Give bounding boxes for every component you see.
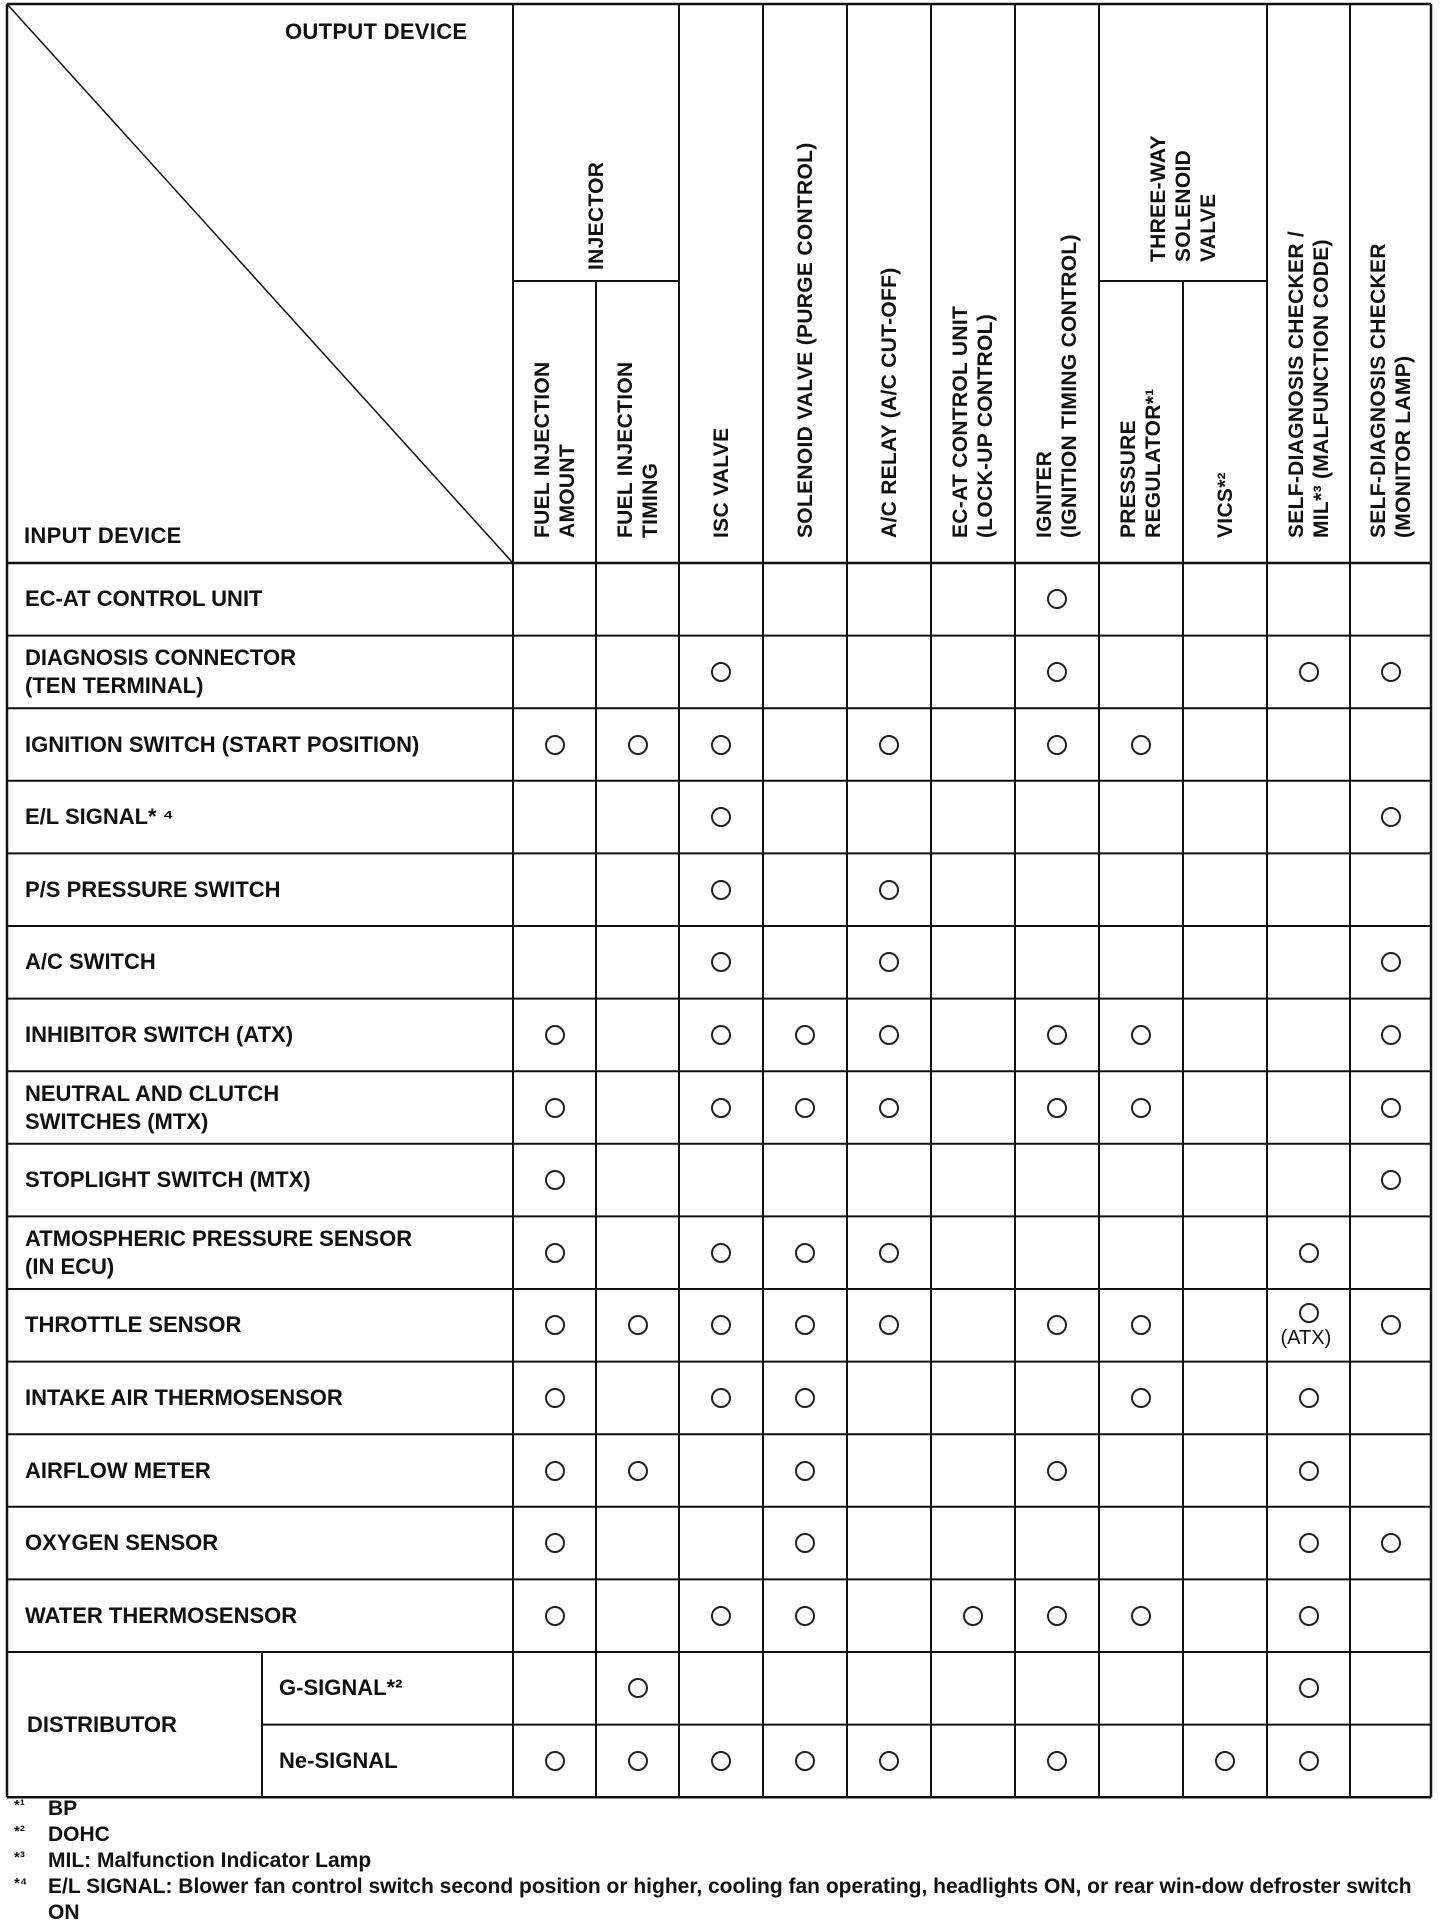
group-three-way-solenoid-valve-line: SOLENOID: [1171, 149, 1195, 262]
column-header-solenoid-valve-purge-line: SOLENOID VALVE (PURGE CONTROL): [793, 142, 817, 538]
distributor-label: DISTRIBUTOR: [27, 1711, 177, 1737]
column-header-self-diagnosis-mil-line: MIL*³ (MALFUNCTION CODE): [1309, 239, 1333, 538]
mark-circle: [711, 807, 731, 827]
row-label: [25, 1311, 241, 1339]
column-header-fuel-injection-timing: [613, 362, 663, 539]
row-label-line: P/S PRESSURE SWITCH: [25, 876, 281, 902]
row-label: [25, 644, 296, 700]
mark-circle: [628, 1461, 648, 1481]
row-label: [25, 948, 156, 976]
column-header-ac-relay-line: A/C RELAY (A/C CUT-OFF): [877, 267, 901, 538]
footnote: [14, 1848, 1434, 1874]
mark-circle: [1047, 1751, 1067, 1771]
row-label-line: DIAGNOSIS CONNECTOR: [25, 644, 296, 670]
footnotes: [14, 1796, 1434, 1926]
group-three-way-solenoid-valve: [1146, 135, 1221, 262]
row-label: [25, 803, 174, 831]
row-label: [25, 1529, 218, 1557]
mark-circle: [545, 1025, 565, 1045]
column-header-fuel-injection-amount-line: FUEL INJECTION: [530, 361, 554, 538]
row-label-line: (IN ECU): [25, 1253, 115, 1279]
column-header-vics-line: VICS*²: [1213, 472, 1237, 538]
mark-circle: [711, 1388, 731, 1408]
corner-output-label: OUTPUT DEVICE: [285, 19, 468, 44]
mark-circle: [795, 1461, 815, 1481]
mark-circle: [1299, 1243, 1319, 1263]
mark-circle: [1299, 1533, 1319, 1553]
row-label-line: THROTTLE SENSOR: [25, 1312, 242, 1338]
corner-input-label: INPUT DEVICE: [24, 523, 182, 548]
column-header-self-diagnosis-monitor: [1366, 243, 1416, 538]
mark-circle: [1381, 952, 1401, 972]
mark-circle: [628, 1678, 648, 1698]
mark-circle: [711, 1751, 731, 1771]
row-label: [25, 1384, 343, 1412]
mark-circle: [879, 880, 899, 900]
column-header-pressure-regulator-line: REGULATOR*¹: [1142, 388, 1165, 538]
column-header-isc-valve-line: ISC VALVE: [709, 427, 733, 538]
row-label: [25, 1457, 211, 1485]
mark-circle: [795, 1388, 815, 1408]
column-header-fuel-injection-amount-line: AMOUNT: [555, 444, 579, 538]
mark-circle: [1215, 1751, 1235, 1771]
row-label-line: ATMOSPHERIC PRESSURE SENSOR: [25, 1225, 413, 1251]
mark-circle: [1047, 1098, 1067, 1118]
mark-circle: [1299, 1461, 1319, 1481]
column-header-solenoid-valve-purge: [793, 142, 818, 538]
row-label: [25, 876, 280, 904]
row-label-line: IGNITION SWITCH (START POSITION): [25, 731, 420, 757]
row-label: [25, 585, 263, 613]
mark-circle: [1299, 1303, 1319, 1323]
mark-circle: [711, 735, 731, 755]
footnote: [14, 1822, 1434, 1848]
row-label-line: INHIBITOR SWITCH (ATX): [25, 1021, 294, 1047]
row-label: [25, 1602, 297, 1630]
mark-circle: [628, 1751, 648, 1771]
column-header-self-diagnosis-mil-line: SELF-DIAGNOSIS CHECKER /: [1284, 230, 1308, 538]
mark-circle: [1381, 1098, 1401, 1118]
column-header-fuel-injection-timing-line: FUEL INJECTION: [613, 361, 637, 538]
mark-circle: [963, 1606, 983, 1626]
mark-circle: [1381, 1533, 1401, 1553]
mark-note-atx: (ATX): [1280, 1327, 1332, 1350]
mark-circle: [628, 1315, 648, 1335]
distributor-subrow-label: Ne-SIGNAL: [279, 1747, 398, 1773]
group-injector: [584, 162, 609, 270]
group-three-way-solenoid-valve-line: THREE-WAY: [1146, 135, 1170, 262]
mark-circle: [545, 1533, 565, 1553]
mark-circle: [545, 1315, 565, 1335]
row-label-line: A/C SWITCH: [25, 949, 156, 975]
mark-circle: [711, 662, 731, 682]
column-header-self-diagnosis-monitor-line: (MONITOR LAMP): [1391, 355, 1415, 538]
column-header-ac-relay: [877, 267, 902, 538]
mark-circle: [1047, 735, 1067, 755]
mark-circle: [711, 880, 731, 900]
row-label: [25, 1225, 412, 1281]
mark-circle: [545, 1243, 565, 1263]
mark-circle: [795, 1098, 815, 1118]
mark-circle: [1131, 1606, 1151, 1626]
column-header-igniter: [1032, 234, 1082, 538]
row-label-line: E/L SIGNAL* ⁴: [25, 804, 174, 830]
row-label-line: OXYGEN SENSOR: [25, 1530, 219, 1556]
mark-circle: [795, 1243, 815, 1263]
footnote-text: DOHC: [48, 1823, 110, 1846]
mark-circle: [1299, 662, 1319, 682]
mark-circle: [1299, 1678, 1319, 1698]
footnote-key: *²: [14, 1823, 25, 1840]
group-injector-line: INJECTOR: [584, 161, 608, 270]
column-header-isc-valve: [709, 428, 734, 538]
mark-circle: [1299, 1751, 1319, 1771]
column-header-pressure-regulator-line: PRESSURE: [1117, 420, 1140, 538]
column-header-ec-at-lockup: [948, 306, 998, 538]
mark-circle: [1131, 1098, 1151, 1118]
footnote-text: E/L SIGNAL: Blower fan control switch second position or higher, cooling fan operating, headlights ON, or rear win-dow defroster switch ON: [48, 1875, 1412, 1924]
mark-circle: [795, 1751, 815, 1771]
mark-circle: [711, 1025, 731, 1045]
mark-circle: [879, 735, 899, 755]
mark-circle: [1381, 1025, 1401, 1045]
column-header-igniter-line: (IGNITION TIMING CONTROL): [1058, 234, 1081, 538]
footnote-key: *³: [14, 1849, 25, 1866]
mark-circle: [711, 1098, 731, 1118]
mark-circle: [795, 1533, 815, 1553]
column-header-self-diagnosis-monitor-line: SELF-DIAGNOSIS CHECKER: [1366, 243, 1390, 538]
footnote-key: *¹: [14, 1797, 25, 1814]
mark-circle: [711, 1606, 731, 1626]
mark-circle: [1299, 1388, 1319, 1408]
row-label: [25, 1080, 279, 1136]
mark-circle: [1381, 807, 1401, 827]
row-label-line: NEUTRAL AND CLUTCH: [25, 1080, 280, 1106]
row-label-line: EC-AT CONTROL UNIT: [25, 586, 263, 612]
mark-circle: [545, 1461, 565, 1481]
mark-circle: [1381, 1315, 1401, 1335]
column-header-self-diagnosis-mil: [1284, 231, 1334, 538]
row-label: [25, 731, 419, 759]
mark-circle: [628, 735, 648, 755]
column-header-vics: [1213, 472, 1238, 538]
mark-circle: [1047, 1461, 1067, 1481]
row-label: [25, 1021, 293, 1049]
mark-circle: [545, 1388, 565, 1408]
mark-circle: [545, 1751, 565, 1771]
mark-circle: [711, 1243, 731, 1263]
mark-circle: [879, 1098, 899, 1118]
mark-circle: [1381, 662, 1401, 682]
mark-circle: [545, 1606, 565, 1626]
mark-circle: [795, 1606, 815, 1626]
mark-circle: [1381, 1170, 1401, 1190]
column-header-fuel-injection-amount: [530, 362, 580, 539]
column-header-fuel-injection-timing-line: TIMING: [638, 462, 662, 538]
mark-circle: [545, 735, 565, 755]
mark-circle: [1299, 1606, 1319, 1626]
footnote: [14, 1874, 1434, 1926]
mark-circle: [1131, 1025, 1151, 1045]
column-header-ec-at-lockup-line: (LOCK-UP CONTROL): [974, 313, 997, 538]
footnote-key: *⁴: [14, 1875, 28, 1892]
mark-circle: [545, 1170, 565, 1190]
corner-diagonal: [7, 4, 513, 563]
group-three-way-solenoid-valve-line: VALVE: [1196, 193, 1220, 262]
mark-circle: [879, 1025, 899, 1045]
column-header-igniter-line: IGNITER: [1033, 450, 1056, 538]
mark-circle: [1131, 1388, 1151, 1408]
row-label-line: (TEN TERMINAL): [25, 672, 204, 698]
footnote: [14, 1796, 1434, 1822]
column-header-pressure-regulator: [1116, 388, 1166, 538]
distributor-subrow-label: G-SIGNAL*²: [279, 1675, 403, 1701]
mark-circle: [879, 1243, 899, 1263]
mark-circle: [1047, 1025, 1067, 1045]
row-label-line: SWITCHES (MTX): [25, 1108, 209, 1134]
mark-circle: [545, 1098, 565, 1118]
row-label-line: STOPLIGHT SWITCH (MTX): [25, 1167, 311, 1193]
mark-circle: [1131, 735, 1151, 755]
mark-circle: [1047, 662, 1067, 682]
row-label-line: AIRFLOW METER: [25, 1457, 211, 1483]
row-label-line: WATER THERMOSENSOR: [25, 1602, 298, 1628]
mark-circle: [1047, 1606, 1067, 1626]
row-label: [25, 1166, 311, 1194]
row-label-line: INTAKE AIR THERMOSENSOR: [25, 1384, 343, 1410]
column-header-ec-at-lockup-line: EC-AT CONTROL UNIT: [949, 305, 972, 538]
footnote-text: MIL: Malfunction Indicator Lamp: [48, 1849, 372, 1872]
mark-circle: [879, 1751, 899, 1771]
footnote-text: BP: [48, 1797, 78, 1820]
mark-circle: [795, 1025, 815, 1045]
